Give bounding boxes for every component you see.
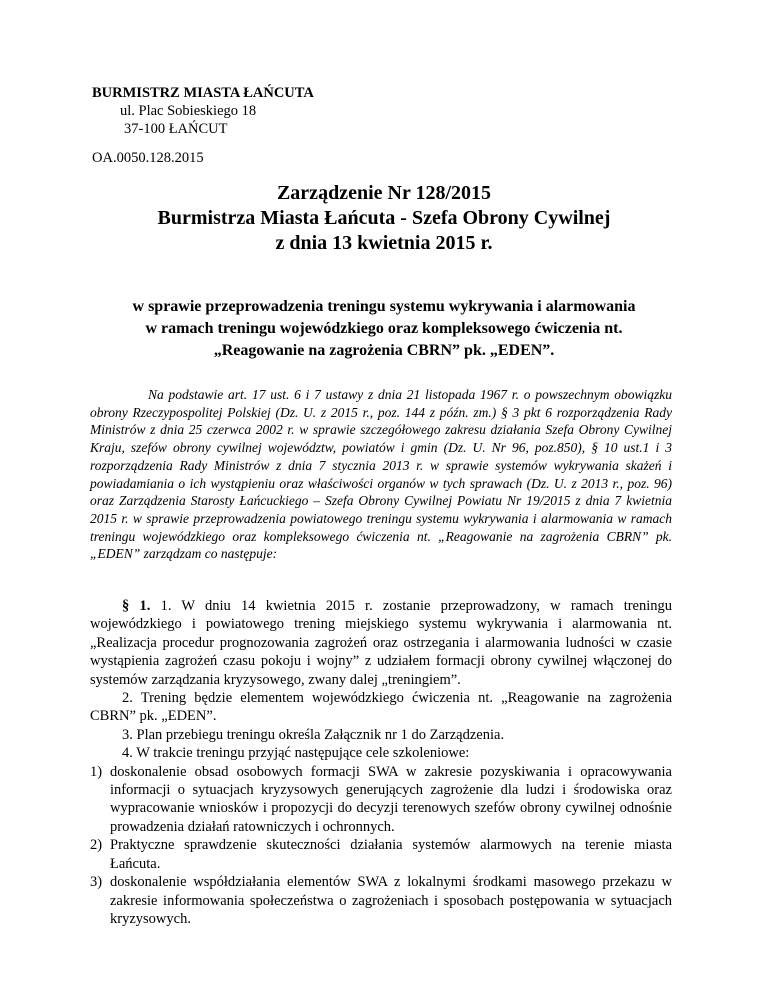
section-1-item-4: 4. W trakcie treningu przyjąć następujące cele szkoleniowe:	[122, 745, 470, 762]
goal-item	[90, 763, 672, 837]
subject-line-2: w ramach treningu wojewódzkiego oraz kompleksowego ćwiczenia nt.	[145, 320, 623, 337]
section-1-item-1	[90, 597, 672, 689]
section-label: § 1.	[122, 598, 151, 614]
sender-street: ul. Plac Sobieskiego 18	[120, 103, 257, 119]
sender-block	[92, 84, 314, 138]
section-1	[90, 597, 672, 928]
document-subject	[80, 296, 688, 362]
goal-number: 3)	[90, 874, 103, 891]
goal-number: 1)	[90, 763, 103, 780]
section-1-item-3: 3. Plan przebiegu treningu określa Załącznik nr 1 do Zarządzenia.	[122, 726, 505, 743]
goal-number: 2)	[90, 837, 103, 854]
goal-text: doskonalenie obsad osobowych formacji SWA w zakresie pozyskiwania i opracowywania informacji o sytuacjach kryzysowych generujących zagrożenie dla ludzi i środowiska oraz wypracowanie wniosków i propozycji do decyzji terenowych szefów obrony cywilnej odnośnie prowadzenia działań ratowniczych i ochronnych.	[110, 763, 672, 835]
document-title	[80, 181, 688, 256]
section-1-item-1-text: 1. W dniu 14 kwietnia 2015 r. zostanie przeprowadzony, w ramach treningu wojewódzkiego i powiatowego trening miejskiego systemu wykrywania i alarmowania nt. „Realizacja procedur prognozowania zagrożeń oraz ostrzegania i alarmowania ludności w czasie wystąpienia zagrożeń czasu pokoju i wojny” z udziałem formacji obrony cywilnej włączonej do systemów zarządzania kryzysowego, zwany dalej „treningiem”.	[90, 598, 673, 688]
subject-line-1: w sprawie przeprowadzenia treningu systemu wykrywania i alarmowania	[132, 298, 636, 315]
goal-text: Praktyczne sprawdzenie skuteczności działania systemów alarmowych na terenie miasta Łańcuta.	[110, 837, 672, 872]
legal-basis-preamble: Na podstawie art. 17 ust. 6 i 7 ustawy z dnia 21 listopada 1967 r. o powszechnym obowiązku obrony Rzeczypospolitej Polskiej (Dz. U. z 2015 r., poz. 144 z późn. zm.) § 3 pkt 6 rozporządzenia Rady Ministrów z dnia 25 czerwca 2002 r. w sprawie szczegółowego zakresu działania Szefa Obrony Cywilnej Kraju, szefów obrony cywilnej województw, powiatów i gmin (Dz. U. Nr 96, poz.850), § 10 ust.1 i 3 rozporządzenia Rady Ministrów z dnia 7 stycznia 2013 r. w sprawie systemów wykrywania skażeń i powiadamiania o ich wystąpieniu oraz właściwości organów w tych sprawach (Dz. U. z 2013 r., poz. 96) oraz Zarządzenia Starosty Łańcuckiego – Szefa Obrony Cywilnej Powiatu Nr 19/2015 z dnia 7 kwietnia 2015 r. w sprawie przeprowadzenia powiatowego treningu systemu wykrywania i alarmowania w ramach treningu wojewódzkiego oraz kompleksowego ćwiczenia nt. „Reagowanie na zagrożenia CBRN” pk. „EDEN” zarządzam co następuje:	[90, 387, 672, 562]
title-line-1: Zarządzenie Nr 128/2015	[276, 182, 492, 204]
document-reference: OA.0050.128.2015	[92, 150, 204, 166]
title-line-2: Burmistrza Miasta Łańcuta - Szefa Obrony Cywilnej	[157, 207, 611, 229]
goal-item	[90, 836, 672, 873]
goal-text: doskonalenie współdziałania elementów SWA z lokalnymi środkami masowego przekazu w zakresie informowania społeczeństwa o zagrożeniach i sposobach postępowania w sytuacjach kryzysowych.	[110, 874, 672, 927]
section-1-item-2: 2. Trening będzie elementem wojewódzkiego ćwiczenia nt. „Reagowanie na zagrożenia CBRN” pk. „EDEN”.	[90, 690, 672, 725]
subject-line-3: „Reagowanie na zagrożenia CBRN” pk. „EDEN”.	[213, 342, 555, 359]
title-line-3: z dnia 13 kwietnia 2015 r.	[275, 232, 493, 254]
sender-organization: BURMISTRZ MIASTA ŁAŃCUTA	[92, 85, 314, 101]
sender-city: 37-100 ŁAŃCUT	[124, 121, 228, 137]
goal-item	[90, 873, 672, 928]
